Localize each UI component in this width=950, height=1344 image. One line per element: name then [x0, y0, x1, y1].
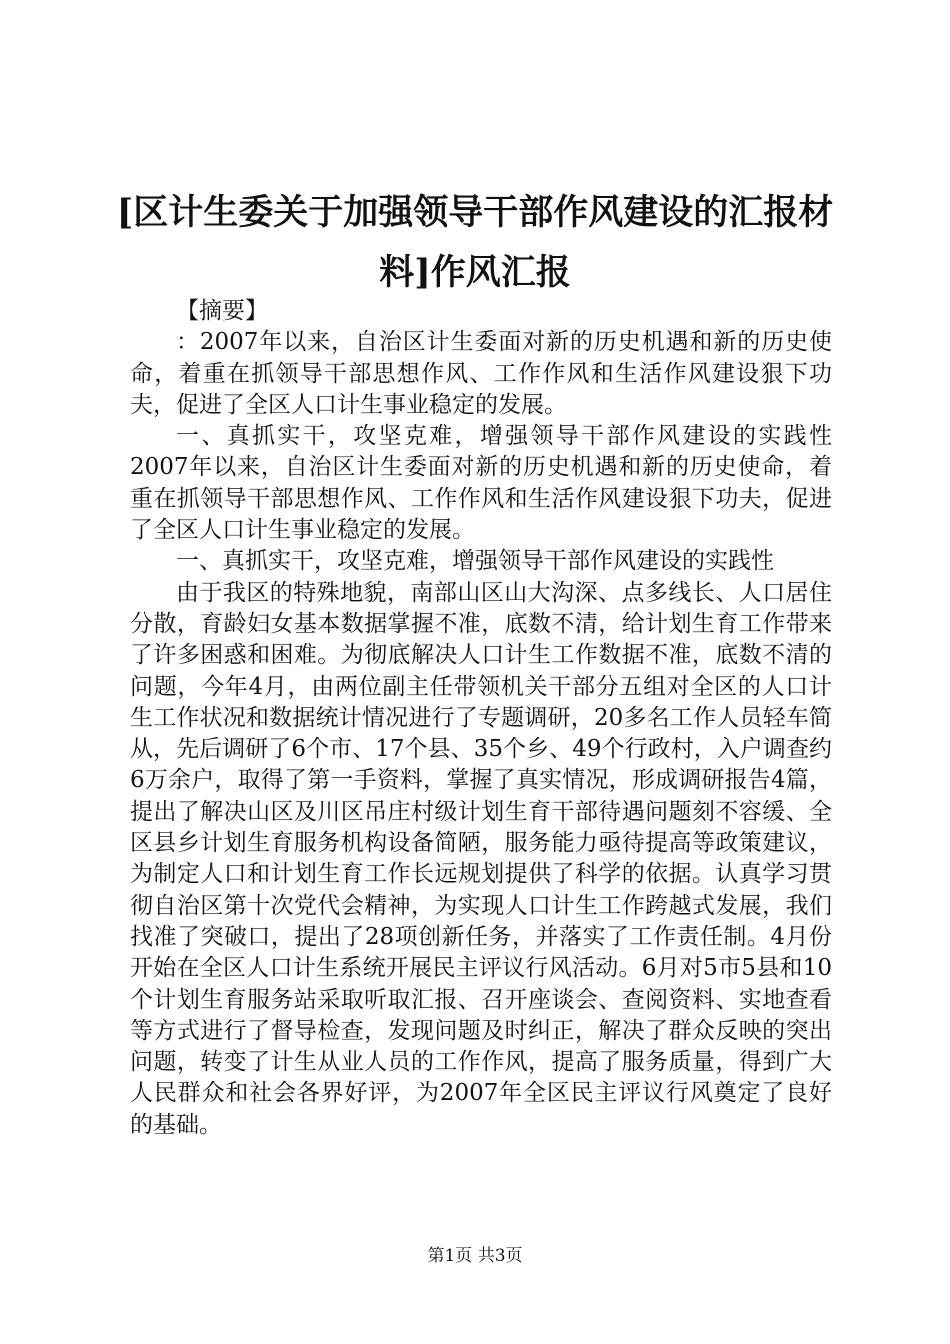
- body-paragraph: 由于我区的特殊地貌，南部山区山大沟深、点多线长、人口居住分散，育龄妇女基本数据掌握不准，底数不清，给计划生育工作带来了许多困惑和困难。为彻底解决人口计生工作数据不准，底数不清的问题，今年4月，由两位副主任带领机关干部分五组对全区的人口计生工作状况和数据统计情况进行了专题调研，20多名工作人员轻车简从，先后调研了6个市、17个县、35个乡、49个行政村，入户调查约6万余户，取得了第一手资料，掌握了真实情况，形成调研报告4篇，提出了解决山区及川区吊庄村级计划生育干部待遇问题刻不容缓、全区县乡计划生育服务机构设备简陋，服务能力亟待提高等政策建议，为制定人口和计划生育工作长远规划提供了科学的依据。认真学习贯彻自治区第十次党代会精神，为实现人口计生工作跨越式发展，我们找准了突破口，提出了28项创新任务，并落实了工作责任制。4月份开始在全区人口计生系统开展民主评议行风活动。6月对5市5县和10个计划生育服务站采取听取汇报、召开座谈会、查阅资料、实地查看等方式进行了督导检查，发现问题及时纠正，解决了群众反映的突出问题，转变了计生从业人员的工作作风，提高了服务质量，得到广大人民群众和社会各界好评，为2007年全区民主评议行风奠定了良好的基础。: [130, 579, 832, 1138]
- page-footer: 第1页 共3页: [427, 1246, 523, 1266]
- body-paragraph: 一、真抓实干，攻坚克难，增强领导干部作风建设的实践性2007年以来，自治区计生委面对新的历史机遇和新的历史使命，着重在抓领导干部思想作风、工作作风和生活作风建设狠下功夫，促进了全区人口计生事业稳定的发展。: [130, 423, 832, 544]
- document-body: [130, 296, 832, 1141]
- section-heading: 一、真抓实干，攻坚克难，增强领导干部作风建设的实践性: [176, 548, 774, 575]
- abstract-label: 【摘要】: [176, 298, 268, 324]
- abstract-paragraph: ：2007年以来，自治区计生委面对新的历史机遇和新的历史使命，着重在抓领导干部思想作风、工作作风和生活作风建设狠下功夫，促进了全区人口计生事业稳定的发展。: [130, 329, 832, 418]
- document-title: [区计生委关于加强领导干部作风建设的汇报材料]作风汇报: [116, 192, 834, 293]
